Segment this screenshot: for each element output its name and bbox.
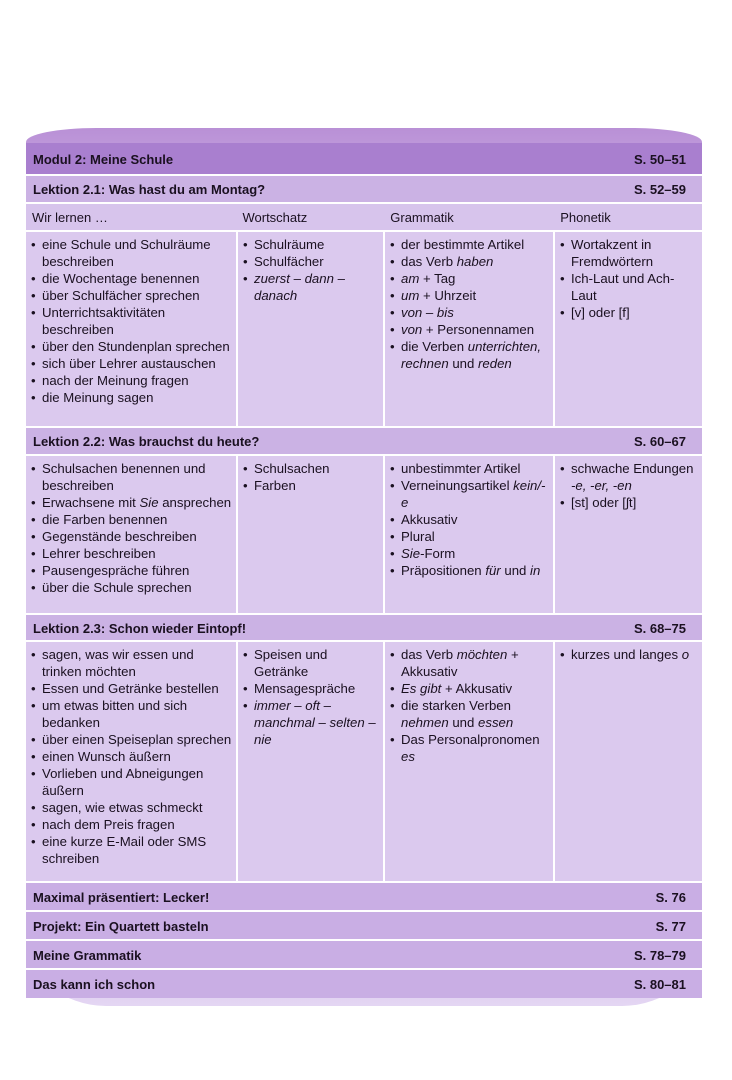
footer-title: Das kann ich schon xyxy=(33,976,156,992)
wortschatz-cell xyxy=(238,232,385,427)
wir-lernen-cell xyxy=(26,232,238,427)
footer-row xyxy=(26,910,702,940)
footer-row xyxy=(26,968,702,998)
list-item: • Vorlieben und Abneigungen äußern xyxy=(29,765,232,799)
column-wir-lernen: Wir lernen … xyxy=(32,210,108,225)
list-item: • die Wochentage benennen xyxy=(29,270,232,287)
list-item: • die Farben benennen xyxy=(29,511,232,528)
list-item: • der bestimmte Artikel xyxy=(388,236,549,253)
wir-lernen-cell xyxy=(26,642,238,882)
list-item: • kurzes und langes o xyxy=(558,646,698,663)
list-item: • Mensagespräche xyxy=(241,680,379,697)
list-item: • sich über Lehrer austauschen xyxy=(29,355,232,372)
footer-row xyxy=(26,939,702,969)
lektion-title: Lektion 2.3: Schon wieder Eintopf! xyxy=(33,620,247,636)
grammatik-cell xyxy=(385,232,555,427)
lektion-header xyxy=(26,613,702,641)
lektion-header xyxy=(26,174,702,203)
lektion-title: Lektion 2.2: Was brauchst du heute? xyxy=(33,434,260,449)
list-item: • Essen und Getränke bestellen xyxy=(29,680,232,697)
wir-lernen-cell xyxy=(26,456,238,614)
lektion-content xyxy=(26,454,702,614)
footer-pages: S. 76 xyxy=(655,889,686,905)
list-item: • Pausengespräche führen xyxy=(29,562,232,579)
list-item: • Schulsachen xyxy=(241,460,379,477)
modul-header xyxy=(26,143,702,175)
list-item: • eine kurze E-Mail oder SMS schreiben xyxy=(29,833,232,867)
footer-pages: S. 80–81 xyxy=(633,976,686,992)
column-grammatik: Grammatik xyxy=(390,210,454,225)
list-item: • Speisen und Getränke xyxy=(241,646,379,680)
list-item: • Schulsachen benennen und beschreiben xyxy=(29,460,232,494)
list-item: • sagen, was wir essen und trinken möchten xyxy=(29,646,232,680)
list-item: • Das Personalpronomen es xyxy=(388,731,549,765)
footer-title: Maximal präsentiert: Lecker! xyxy=(33,889,210,905)
lektion-content xyxy=(26,230,702,427)
lektion-pages: S. 60–67 xyxy=(633,434,686,449)
lektion-content xyxy=(26,640,702,882)
grammatik-cell xyxy=(385,456,555,614)
list-item: • Plural xyxy=(388,528,549,545)
lektion-header xyxy=(26,426,702,455)
list-item: • nach dem Preis fragen xyxy=(29,816,232,833)
phonetik-cell xyxy=(555,456,702,614)
lektion-title: Lektion 2.1: Was hast du am Montag? xyxy=(33,182,266,197)
wortschatz-cell xyxy=(238,642,385,882)
wortschatz-cell xyxy=(238,456,385,614)
list-item: • nach der Meinung fragen xyxy=(29,372,232,389)
list-item: • zuerst – dann – danach xyxy=(241,270,379,304)
list-item: • das Verb haben xyxy=(388,253,549,270)
list-item: • Lehrer beschreiben xyxy=(29,545,232,562)
list-item: • Ich-Laut und Ach-Laut xyxy=(558,270,698,304)
list-item: • Es gibt + Akkusativ xyxy=(388,680,549,697)
list-item: • Farben xyxy=(241,477,379,494)
list-item: • [st] oder [ʃt] xyxy=(558,494,698,511)
list-item: • das Verb möchten + Akkusativ xyxy=(388,646,549,680)
list-item: • über die Schule sprechen xyxy=(29,579,232,596)
list-item: • Schulfächer xyxy=(241,253,379,270)
column-phonetik: Phonetik xyxy=(560,210,611,225)
list-item: • Erwachsene mit Sie ansprechen xyxy=(29,494,232,511)
lektion-pages: S. 52–59 xyxy=(633,182,686,197)
grammatik-cell xyxy=(385,642,555,882)
list-item: • Präpositionen für und in xyxy=(388,562,549,579)
list-item: • immer – oft – manchmal – selten – nie xyxy=(241,697,379,748)
list-item: • Wortakzent in Fremdwörtern xyxy=(558,236,698,270)
lektion-pages: S. 68–75 xyxy=(633,620,686,636)
modul-pages: S. 50–51 xyxy=(633,151,686,167)
list-item: • Akkusativ xyxy=(388,511,549,528)
list-item: • über Schulfächer sprechen xyxy=(29,287,232,304)
column-header-row xyxy=(26,202,702,231)
list-item: • über den Stundenplan sprechen xyxy=(29,338,232,355)
list-item: • die starken Verben nehmen und essen xyxy=(388,697,549,731)
list-item: • Schulräume xyxy=(241,236,379,253)
list-item: • die Verben unterrichten, rechnen und reden xyxy=(388,338,549,372)
footer-pages: S. 78–79 xyxy=(633,947,686,963)
list-item: • von – bis xyxy=(388,304,549,321)
column-wortschatz: Wortschatz xyxy=(242,210,308,225)
list-item: • sagen, wie etwas schmeckt xyxy=(29,799,232,816)
footer-row xyxy=(26,881,702,911)
phonetik-cell xyxy=(555,232,702,427)
list-item: • von + Personennamen xyxy=(388,321,549,338)
list-item: • [v] oder [f] xyxy=(558,304,698,321)
list-item: • um etwas bitten und sich bedanken xyxy=(29,697,232,731)
phonetik-cell xyxy=(555,642,702,882)
list-item: • einen Wunsch äußern xyxy=(29,748,232,765)
list-item: • Sie-Form xyxy=(388,545,549,562)
list-item: • die Meinung sagen xyxy=(29,389,232,406)
list-item: • am + Tag xyxy=(388,270,549,287)
footer-pages: S. 77 xyxy=(655,918,686,934)
list-item: • schwache Endungen -e, -er, -en xyxy=(558,460,698,494)
modul-title: Modul 2: Meine Schule xyxy=(33,151,174,167)
list-item: • um + Uhrzeit xyxy=(388,287,549,304)
list-item: • Verneinungsartikel kein/-e xyxy=(388,477,549,511)
list-item: • Gegenstände beschreiben xyxy=(29,528,232,545)
list-item: • unbestimmter Artikel xyxy=(388,460,549,477)
list-item: • eine Schule und Schulräume beschreiben xyxy=(29,236,232,270)
footer-title: Meine Grammatik xyxy=(33,947,142,963)
list-item: • über einen Speiseplan sprechen xyxy=(29,731,232,748)
footer-title: Projekt: Ein Quartett basteln xyxy=(33,918,209,934)
list-item: • Unterrichtsaktivitäten beschreiben xyxy=(29,304,232,338)
